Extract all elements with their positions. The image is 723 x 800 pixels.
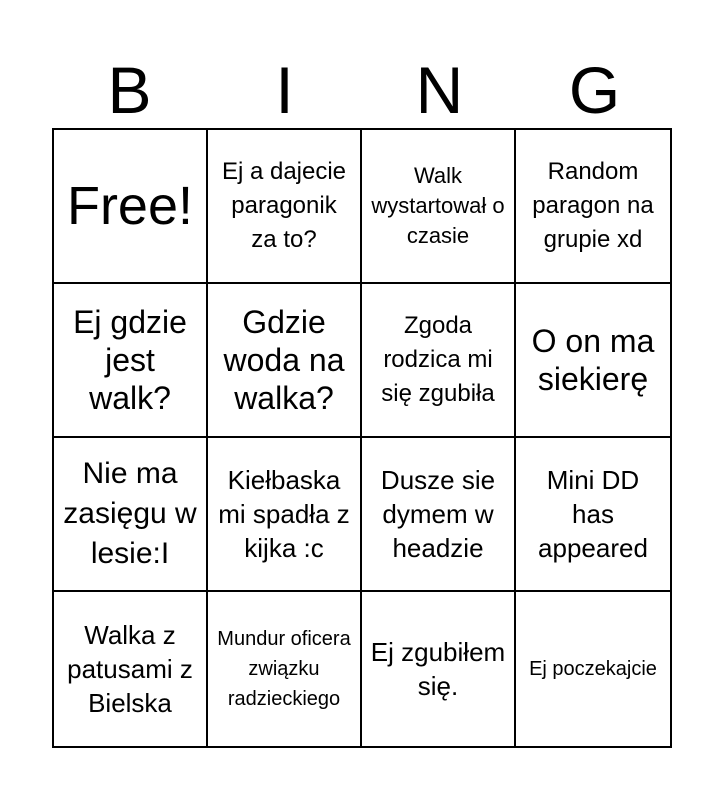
cell-label: Mini DD has appeared: [538, 465, 648, 563]
cell-label: Ej poczekajcie: [529, 658, 657, 680]
cell-label: Mundur oficera związku radzieckiego: [217, 628, 351, 710]
bingo-cell[interactable]: [362, 438, 516, 592]
bingo-cell-free[interactable]: [54, 130, 208, 284]
cell-label: Walka z patusami z Bielska: [67, 620, 193, 718]
cell-label: Ej a dajecie paragonik za to?: [221, 158, 347, 253]
bingo-cell[interactable]: [208, 592, 362, 746]
header-letter-i: I: [275, 53, 294, 127]
bingo-cell[interactable]: [208, 438, 362, 592]
bingo-cell[interactable]: [516, 438, 670, 592]
bingo-cell[interactable]: [516, 592, 670, 746]
bingo-cell[interactable]: [516, 284, 670, 438]
bingo-cell[interactable]: [208, 130, 362, 284]
bingo-cell[interactable]: [54, 438, 208, 592]
cell-label: Ej zgubiłem się.: [370, 637, 506, 701]
cell-label: Zgoda rodzica mi się zgubiła: [381, 312, 495, 407]
bingo-cell[interactable]: [516, 130, 670, 284]
header-letter-b: B: [107, 53, 152, 127]
bingo-board: [52, 128, 672, 748]
bingo-header: [52, 55, 672, 125]
cell-label: Kiełbaska mi spadła z kijka :c: [218, 465, 350, 563]
bingo-cell[interactable]: [362, 284, 516, 438]
bingo-cell[interactable]: [54, 284, 208, 438]
cell-label: Gdzie woda na walka?: [223, 304, 345, 416]
cell-label: Walk wystartował o czasie: [371, 163, 505, 248]
cell-label: Dusze sie dymem w headzie: [380, 465, 496, 563]
bingo-cell[interactable]: [208, 284, 362, 438]
header-letter-n: N: [415, 53, 464, 127]
cell-label: O on ma siekierę: [531, 323, 655, 397]
header-letter-g: G: [568, 53, 621, 127]
cell-label: Free!: [66, 176, 194, 236]
bingo-cell[interactable]: [362, 592, 516, 746]
cell-label: Random paragon na grupie xd: [532, 158, 654, 253]
bingo-cell[interactable]: [54, 592, 208, 746]
cell-label: Nie ma zasięgu w lesie:I: [63, 457, 197, 570]
bingo-cell[interactable]: [362, 130, 516, 284]
cell-label: Ej gdzie jest walk?: [73, 304, 187, 416]
